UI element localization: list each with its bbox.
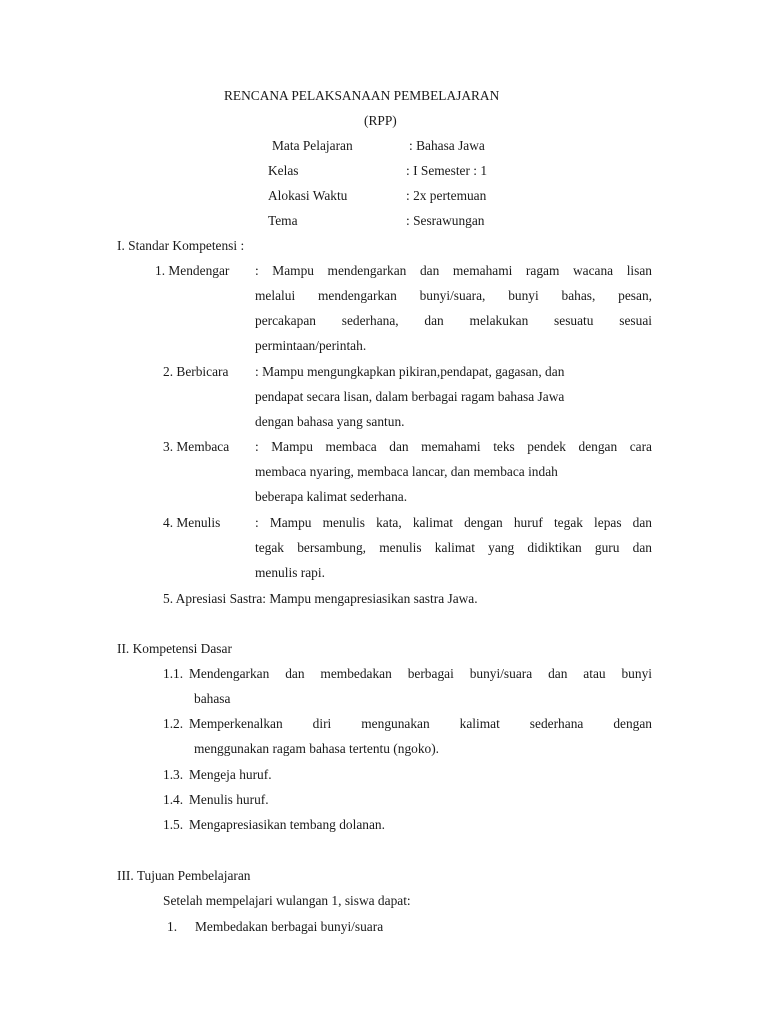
info-label: Tema xyxy=(268,213,298,228)
kd-item-text: Mendengarkan dan membedakan berbagai bunyi/suara dan atau bunyi xyxy=(189,666,652,681)
kd-item-text: menggunakan ragam bahasa tertentu (ngoko). xyxy=(194,741,440,756)
tp-item-number: 1. xyxy=(167,919,178,934)
kd-item-text: bahasa xyxy=(194,691,231,706)
info-value: : 2x pertemuan xyxy=(406,188,487,203)
sk-item-5: 5. Apresiasi Sastra: Mampu mengapresiasikan sastra Jawa. xyxy=(163,591,478,606)
sk-item-text: : Mampu menulis kata, kalimat dengan huruf tegak lepas dan xyxy=(255,515,652,530)
info-label: Alokasi Waktu xyxy=(268,188,348,203)
section-heading: I. Standar Kompetensi : xyxy=(117,238,245,253)
sk-item-label: 1. Mendengar xyxy=(155,263,230,278)
sk-item-text: : Mampu mengungkapkan pikiran,pendapat, gagasan, dan xyxy=(255,364,565,379)
info-label: Kelas xyxy=(268,163,299,178)
sk-item-text: menulis rapi. xyxy=(255,565,325,580)
sk-item-text: melalui mendengarkan bunyi/suara, bunyi bahas, pesan, xyxy=(255,288,652,303)
sk-item-text: tegak bersambung, menulis kalimat yang didiktikan guru dan xyxy=(255,540,652,555)
sk-item-label: 2. Berbicara xyxy=(163,364,229,379)
section-heading: II. Kompetensi Dasar xyxy=(117,641,232,656)
sk-item-text: dengan bahasa yang santun. xyxy=(255,414,405,429)
info-value: : I Semester : 1 xyxy=(406,163,488,178)
sk-item-text: membaca nyaring, membaca lancar, dan membaca indah xyxy=(255,464,558,479)
sk-item-text: permintaan/perintah. xyxy=(255,338,367,353)
kd-item-number: 1.1. xyxy=(163,666,184,681)
kd-item-text: Memperkenalkan diri mengunakan kalimat sederhana dengan xyxy=(189,716,652,731)
kd-item-number: 1.2. xyxy=(163,716,184,731)
sk-item-label: 3. Membaca xyxy=(163,439,230,454)
sk-item-text: pendapat secara lisan, dalam berbagai ragam bahasa Jawa xyxy=(255,389,565,404)
page-subtitle: (RPP) xyxy=(364,113,397,128)
kd-item-number: 1.4. xyxy=(163,792,184,807)
sk-item-text: beberapa kalimat sederhana. xyxy=(255,489,408,504)
sk-item-text: : Mampu membaca dan memahami teks pendek dengan cara xyxy=(255,439,652,454)
section-heading: III. Tujuan Pembelajaran xyxy=(117,868,251,883)
kd-item-text: Menulis huruf. xyxy=(189,792,269,807)
kd-item-number: 1.3. xyxy=(163,767,184,782)
sk-item-text: : Mampu mendengarkan dan memahami ragam wacana lisan xyxy=(255,263,652,278)
tp-item-text: Membedakan berbagai bunyi/suara xyxy=(195,919,384,934)
kd-item-text: Mengapresiasikan tembang dolanan. xyxy=(189,817,385,832)
page-title: RENCANA PELAKSANAAN PEMBELAJARAN xyxy=(224,88,500,103)
kd-item-text: Mengeja huruf. xyxy=(189,767,272,782)
kd-item-number: 1.5. xyxy=(163,817,184,832)
sk-item-label: 4. Menulis xyxy=(163,515,221,530)
tp-intro: Setelah mempelajari wulangan 1, siswa dapat: xyxy=(163,893,411,908)
sk-item-text: percakapan sederhana, dan melakukan sesuatu sesuai xyxy=(255,313,652,328)
info-value: : Bahasa Jawa xyxy=(409,138,485,153)
info-value: : Sesrawungan xyxy=(406,213,485,228)
info-label: Mata Pelajaran xyxy=(272,138,353,153)
